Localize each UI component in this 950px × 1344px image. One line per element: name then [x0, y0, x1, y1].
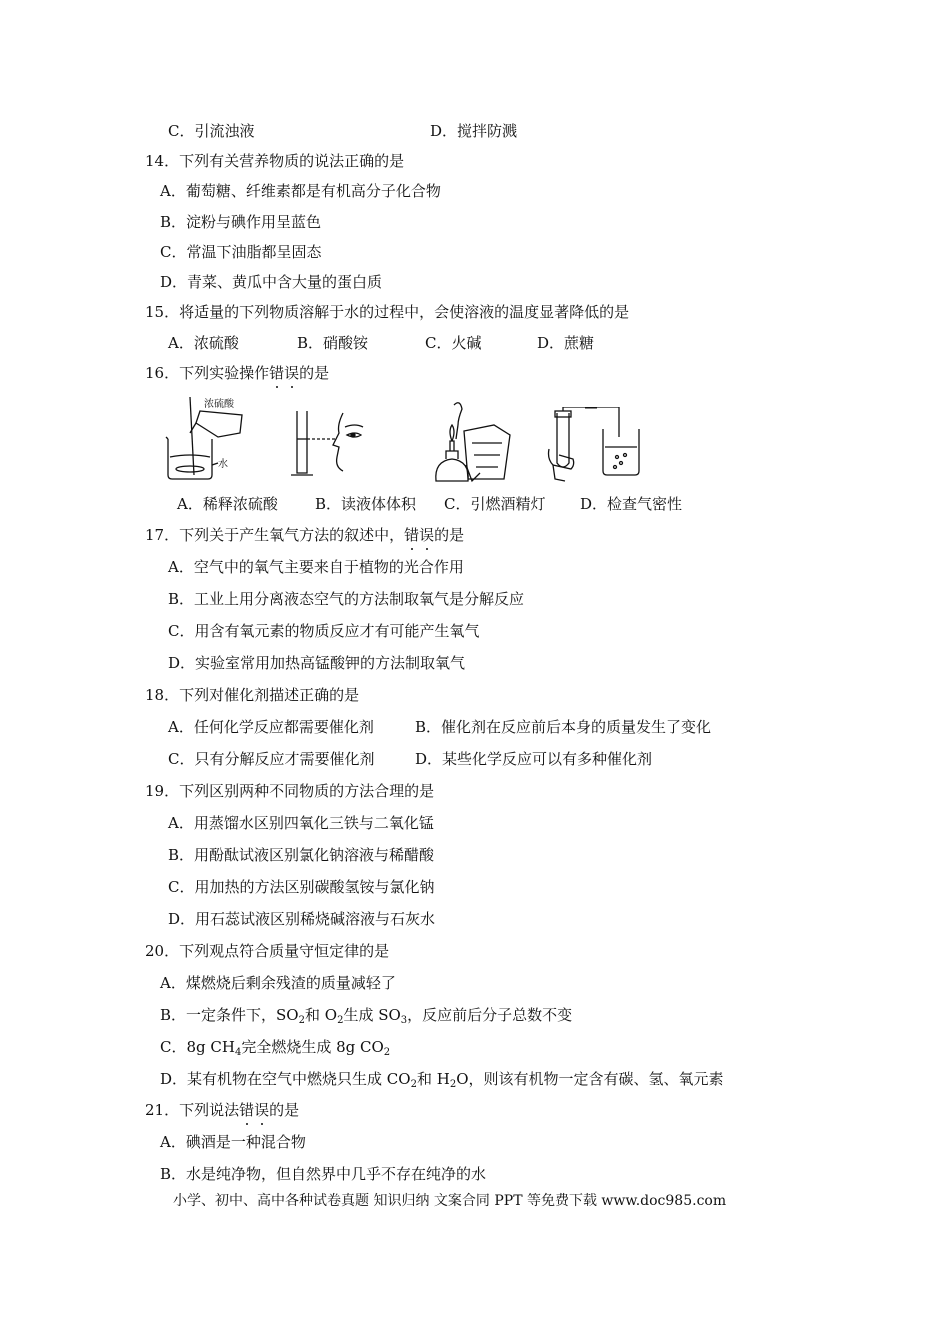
q18-option-a: A．任何化学反应都需要催化剂	[168, 718, 374, 736]
q18-stem: 18．下列对催化剂描述正确的是	[145, 686, 360, 704]
q21-option-b: B．水是纯净物，但自然界中几乎不存在纯净的水	[160, 1165, 487, 1183]
q13-option-d: D．搅拌防溅	[430, 122, 518, 140]
q20-option-a: A．煤燃烧后剩余残渣的质量减轻了	[160, 974, 396, 992]
q18-option-d: D．某些化学反应可以有多种催化剂	[415, 750, 653, 768]
q20-option-d: D．某有机物在空气中燃烧只生成 $CO_2$和 $H_2O$，则该有机物一定含有碳、氢、氧元素	[160, 1070, 724, 1090]
q21-stem: 21．下列说法错误的是	[145, 1101, 300, 1119]
q17-option-b: B．工业上用分离液态空气的方法制取氧气是分解反应	[168, 590, 525, 608]
q15-stem: 15．将适量的下列物质溶解于水的过程中，会使溶液的温度显著降低的是	[145, 303, 630, 321]
figure-b-read-volume	[285, 405, 375, 480]
q16-option-c: C．引燃酒精灯	[444, 495, 546, 513]
q15-option-b: B．硝酸铵	[297, 334, 369, 352]
q13-option-c: C．引流浊液	[168, 122, 255, 140]
q15-option-d: D．蔗糖	[537, 334, 595, 352]
q17-option-a: A．空气中的氧气主要来自于植物的光合作用	[168, 558, 464, 576]
q19-option-c: C．用加热的方法区别碳酸氢铵与氯化钠	[168, 878, 435, 896]
q19-option-d: D．用石蕊试液区别稀烧碱溶液与石灰水	[168, 910, 436, 928]
q14-option-a: A．葡萄糖、纤维素都是有机高分子化合物	[160, 182, 441, 200]
figure-a-dilute-acid	[160, 393, 252, 483]
q18-option-c: C．只有分解反应才需要催化剂	[168, 750, 375, 768]
q16-option-a: A．稀释浓硫酸	[177, 495, 278, 513]
q14-option-b: B．淀粉与碘作用呈蓝色	[160, 213, 322, 231]
q20-option-c: C．8g $CH_4$完全燃烧生成 8g $CO_2$	[160, 1038, 391, 1058]
figure-d-airtightness	[547, 407, 647, 485]
acid-bottle-label: 浓硫酸	[204, 399, 234, 410]
page-footer: 小学、初中、高中各种试卷真题 知识归纳 文案合同 PPT 等免费下载 www.doc985.com	[173, 1193, 727, 1209]
q21-option-a: A．碘酒是一种混合物	[160, 1133, 306, 1151]
q15-option-a: A．浓硫酸	[168, 334, 239, 352]
q16-option-b: B．读液体体积	[315, 495, 417, 513]
q14-stem: 14．下列有关营养物质的说法正确的是	[145, 152, 405, 170]
q17-option-c: C．用含有氧元素的物质反应才有可能产生氧气	[168, 622, 480, 640]
water-label: 水	[218, 459, 228, 470]
figure-c-lamp	[428, 395, 518, 485]
q16-stem: 16．下列实验操作错误的是	[145, 364, 330, 382]
q20-option-b: B．一定条件下，$SO_2$和 $O_2$生成 $SO_3$，反应前后分子总数不变	[160, 1006, 573, 1026]
q17-stem: 17．下列关于产生氧气方法的叙述中，错误的是	[145, 526, 465, 544]
q15-option-c: C．火碱	[425, 334, 482, 352]
q19-option-a: A．用蒸馏水区别四氧化三铁与二氧化锰	[168, 814, 434, 832]
q20-stem: 20．下列观点符合质量守恒定律的是	[145, 942, 390, 960]
q14-option-d: D．青菜、黄瓜中含大量的蛋白质	[160, 273, 383, 291]
q14-option-c: C．常温下油脂都呈固态	[160, 243, 322, 261]
q19-stem: 19．下列区别两种不同物质的方法合理的是	[145, 782, 435, 800]
q18-option-b: B．催化剂在反应前后本身的质量发生了变化	[415, 718, 712, 736]
q16-option-d: D．检查气密性	[580, 495, 683, 513]
q17-option-d: D．实验室常用加热高锰酸钾的方法制取氧气	[168, 654, 466, 672]
q19-option-b: B．用酚酞试液区别氯化钠溶液与稀醋酸	[168, 846, 435, 864]
